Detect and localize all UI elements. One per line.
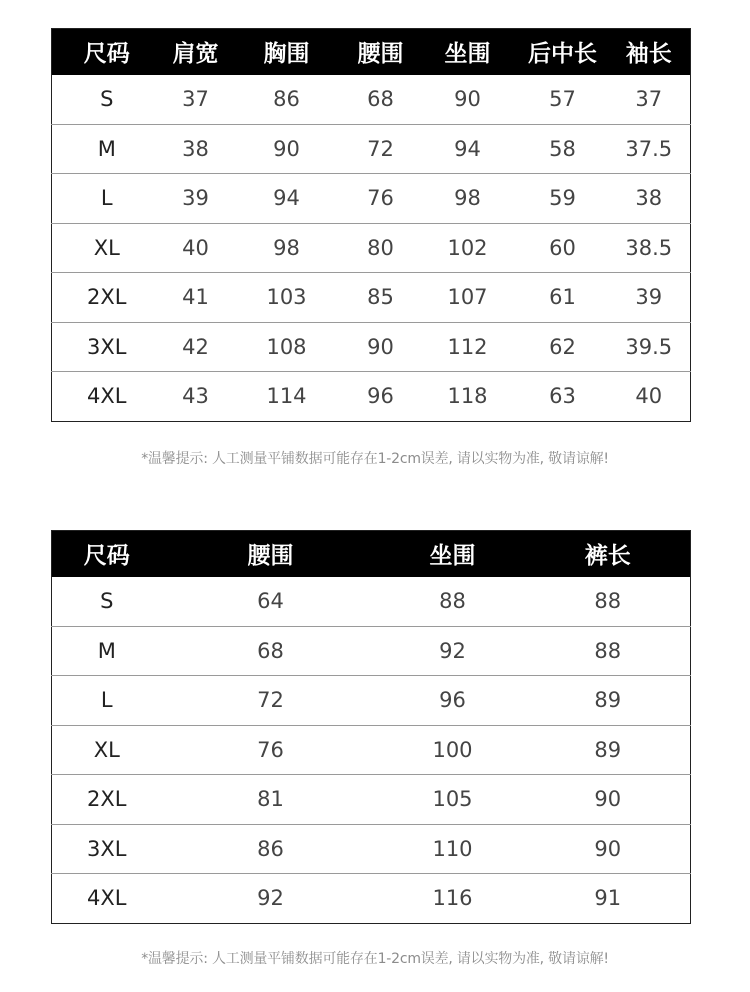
cell: 98 <box>454 186 481 211</box>
cell: 39.5 <box>625 334 673 359</box>
cell: 91 <box>594 886 622 911</box>
cell: 43 <box>182 384 209 409</box>
cell-size: 2XL <box>87 787 127 812</box>
cell: 72 <box>367 136 394 161</box>
table-row <box>52 676 691 726</box>
header-back-length: 后中长 <box>528 41 597 68</box>
cell-size: L <box>100 688 113 713</box>
cell: 38.5 <box>625 235 673 260</box>
header-size: 尺码 <box>83 543 130 570</box>
cell: 88 <box>439 589 466 613</box>
cell: 60 <box>549 235 576 260</box>
cell: 105 <box>432 787 473 812</box>
cell: 107 <box>447 285 488 310</box>
table-row <box>52 874 691 924</box>
cell: 68 <box>257 638 284 663</box>
table-row <box>52 372 691 422</box>
header-waist: 腰围 <box>357 41 404 68</box>
cell: 42 <box>182 334 209 359</box>
cell: 86 <box>273 87 300 111</box>
cell: 102 <box>447 235 488 260</box>
cell: 76 <box>257 737 284 762</box>
cell: 94 <box>454 136 481 161</box>
cell: 89 <box>594 737 622 762</box>
cell-size: S <box>100 589 114 613</box>
cell: 72 <box>257 688 284 713</box>
table-row <box>52 322 691 372</box>
cell: 90 <box>594 836 622 861</box>
header-sleeve: 袖长 <box>625 41 672 68</box>
top-size-table <box>51 28 691 422</box>
cell: 116 <box>432 886 473 911</box>
cell: 37 <box>182 87 209 111</box>
measurement-note: *温馨提示: 人工测量平铺数据可能存在1-2cm误差, 请以实物为准, 敬请谅解! <box>141 451 609 467</box>
table-row <box>52 725 691 775</box>
cell: 118 <box>447 384 488 409</box>
table-row <box>52 775 691 825</box>
cell: 90 <box>367 334 394 359</box>
cell: 89 <box>594 688 622 713</box>
cell: 57 <box>549 87 576 111</box>
cell: 64 <box>257 589 284 613</box>
cell: 90 <box>594 787 622 812</box>
table-header-row <box>52 29 691 75</box>
cell-size: XL <box>93 235 120 260</box>
cell-size: M <box>97 638 116 663</box>
cell: 90 <box>273 136 300 161</box>
cell: 88 <box>594 589 622 613</box>
cell-size: 3XL <box>87 836 127 861</box>
table-row <box>52 75 691 125</box>
cell: 114 <box>266 384 307 409</box>
table-row <box>52 577 691 627</box>
cell: 62 <box>549 334 576 359</box>
cell: 86 <box>257 836 284 861</box>
cell-size: 4XL <box>87 886 127 911</box>
cell: 39 <box>182 186 209 211</box>
header-pants-length: 裤长 <box>584 543 631 570</box>
bottom-size-table <box>51 530 691 924</box>
cell: 61 <box>549 285 576 310</box>
cell: 88 <box>594 638 622 663</box>
cell: 39 <box>635 285 663 310</box>
table-row <box>52 626 691 676</box>
cell: 98 <box>273 235 300 260</box>
cell: 112 <box>447 334 488 359</box>
cell: 92 <box>257 886 284 911</box>
cell-size: M <box>97 136 116 161</box>
cell: 94 <box>273 186 300 211</box>
cell: 37 <box>635 87 663 111</box>
cell: 76 <box>367 186 394 211</box>
cell: 41 <box>182 285 209 310</box>
cell: 108 <box>266 334 307 359</box>
cell-size: 2XL <box>87 285 127 310</box>
table-header-row <box>52 531 691 577</box>
cell-size: XL <box>93 737 120 762</box>
cell: 40 <box>182 235 209 260</box>
cell: 80 <box>367 235 394 260</box>
cell: 85 <box>367 285 394 310</box>
cell: 96 <box>439 688 466 713</box>
table-row <box>52 273 691 323</box>
cell: 103 <box>266 285 307 310</box>
table-row <box>52 824 691 874</box>
header-chest: 胸围 <box>263 41 310 68</box>
header-size: 尺码 <box>83 41 130 68</box>
cell: 63 <box>549 384 576 409</box>
header-waist: 腰围 <box>247 543 294 570</box>
cell: 58 <box>549 136 576 161</box>
cell: 40 <box>635 384 663 409</box>
cell: 38 <box>635 186 663 211</box>
cell: 37.5 <box>625 136 673 161</box>
cell: 110 <box>432 836 473 861</box>
cell: 100 <box>432 737 473 762</box>
cell-size: 3XL <box>87 334 127 359</box>
cell-size: S <box>100 87 114 111</box>
cell: 90 <box>454 87 481 111</box>
header-shoulder: 肩宽 <box>172 41 219 68</box>
cell-size: 4XL <box>87 384 127 409</box>
header-hip: 坐围 <box>429 543 476 570</box>
cell: 38 <box>182 136 209 161</box>
table-row <box>52 174 691 224</box>
cell: 68 <box>367 87 394 111</box>
table-row <box>52 223 691 273</box>
header-hip: 坐围 <box>444 41 491 68</box>
cell: 81 <box>257 787 284 812</box>
cell: 59 <box>549 186 576 211</box>
measurement-note: *温馨提示: 人工测量平铺数据可能存在1-2cm误差, 请以实物为准, 敬请谅解! <box>141 951 609 967</box>
table-row <box>52 124 691 174</box>
cell: 92 <box>439 638 466 663</box>
cell: 96 <box>367 384 394 409</box>
cell-size: L <box>100 186 113 211</box>
